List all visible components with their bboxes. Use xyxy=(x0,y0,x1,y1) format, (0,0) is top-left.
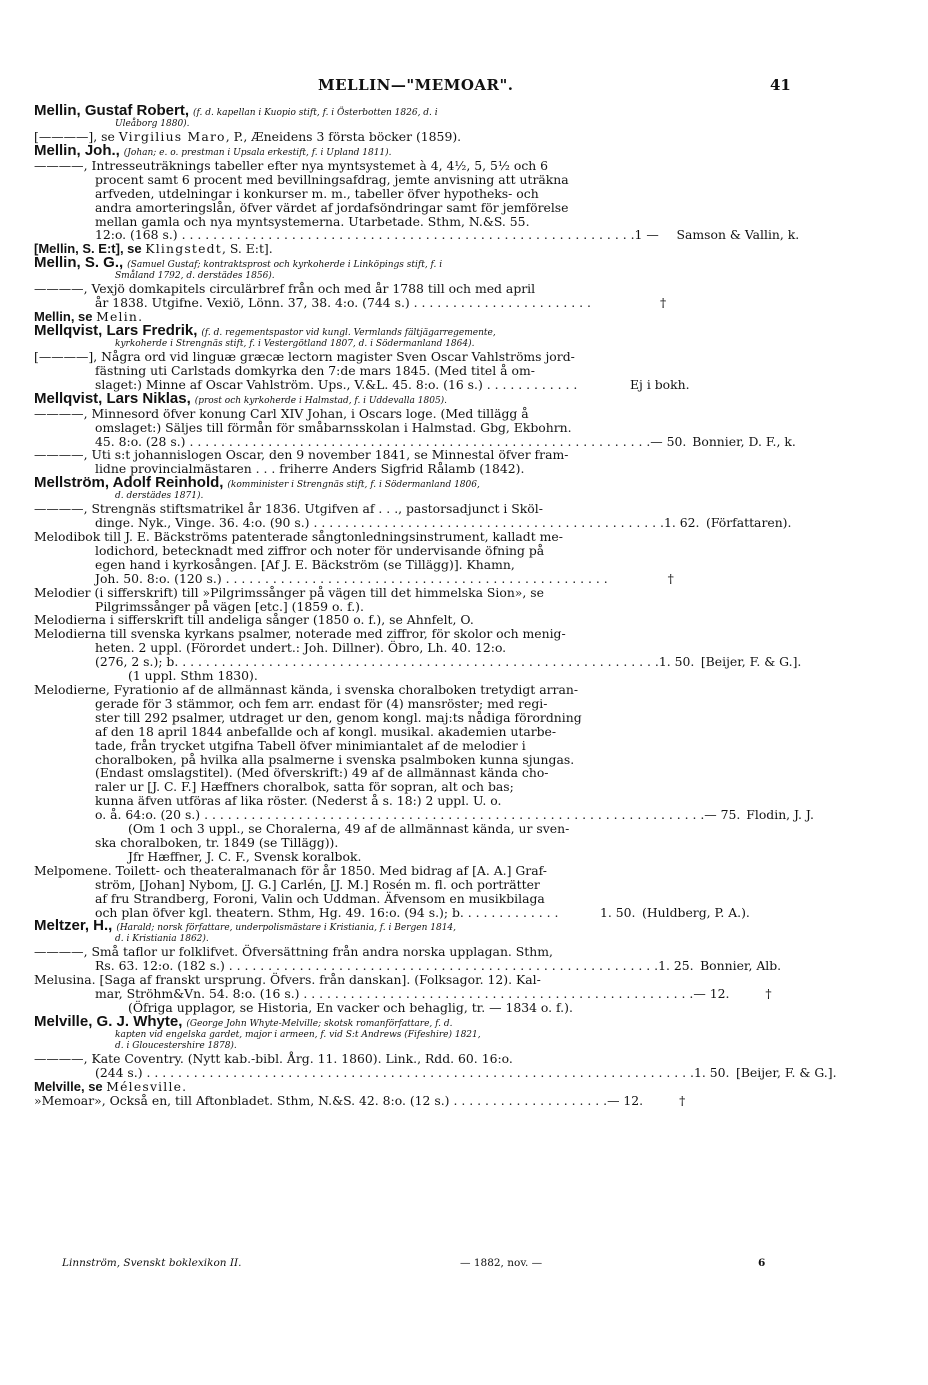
footer-signature: 6 xyxy=(758,1257,766,1269)
page-header xyxy=(0,76,928,98)
entry-line: af fru Strandberg, Foroni, Valin och Uddman. Äfvensom en musikbilaga xyxy=(95,890,545,906)
price: 1. 62. xyxy=(663,515,700,531)
bio-note: (f. d. regementspastor vid kungl. Vermlands fältjägarregemente, xyxy=(201,327,496,338)
entry-uti-johannislogen xyxy=(34,448,794,476)
price: 1. 25. xyxy=(658,958,694,974)
entry-line: (Endast omslagstitel). (Med öfverskrift:) 49 af de allmännast kända cho- xyxy=(95,765,549,781)
entry-line: omslaget:) Säljes till förmån för småbarnsskolan i Halmstad. Gbg, Ekbohrn. xyxy=(95,419,572,435)
entry-memoar xyxy=(34,1094,794,1108)
entry-mellqvist-lars-niklas xyxy=(34,389,794,407)
dagger-mark: † xyxy=(660,295,667,311)
headword: Mellin, S. G., xyxy=(34,254,124,272)
entry-line: lodichord, betecknadt med ziffror och noter för undervisande öfning på xyxy=(95,542,545,558)
entry-line: ————, Kate Coventry. (Nytt kab.-bibl. Årg. 11. 1860). Link., Rdd. 60. 16:o. xyxy=(34,1050,513,1066)
entry-line: Melodibok till J. E. Bäckströms patenterade sångtonledningsinstrument, kalladt me- xyxy=(34,529,563,545)
bio-note: (Samuel Gustaf; kontraktsprost och kyrkoherde i Linköpings stift, f. i xyxy=(127,260,443,271)
imprint: Rs. 63. 12:o. (182 s.) . . . . . . . . . . . . . . . . . . . . . . . . . . . . . . . . . . . . . . . . . . . . . . . . . . . . . . . xyxy=(95,958,659,974)
entry-melusina xyxy=(34,973,794,1015)
dagger-mark: † xyxy=(765,986,772,1002)
imprint: 12:o. (168 s.) . . . . . . . . . . . . . . . . . . . . . . . . . . . . . . . . . . . . . . . . . . . . . . . . . . . . . . . . . . xyxy=(95,227,635,243)
entry-mellin-gustaf-robert xyxy=(34,104,794,130)
imprint: mar, Ströhm&Vn. 54. 8:o. (16 s.) . . . . . . . . . . . . . . . . . . . . . . . . . . . . . . . . . . . . . . . . . . . . . . . . . . xyxy=(95,986,694,1002)
imprint: Joh. 50. 8:o. (120 s.) . . . . . . . . . . . . . . . . . . . . . . . . . . . . . . . . . . . . . . . . . . . . . . . . . xyxy=(95,570,608,586)
entry-line: fästning uti Carlstads domkyrka den 7:de mars 1845. (Med titel å om- xyxy=(95,362,535,378)
entry-line: raler ur [J. C. F.] Hæffners choralbok, satta för sopran, alt och bas; xyxy=(95,779,514,795)
publisher: (Huldberg, P. A.). xyxy=(642,904,750,920)
entry-line: choralboken, på hvilka alla psalmerne i svenska psalmboken kunna sjungas. xyxy=(95,751,575,767)
entry-line: ————, Intresseuträknings tabeller efter nya myntsystemet à 4, 4½, 5, 5½ och 6 xyxy=(34,157,549,173)
entry-last-line xyxy=(34,1064,837,1080)
publisher: Ej i bokh. xyxy=(630,376,690,392)
publisher: (Författaren). xyxy=(705,515,792,531)
entry-line: Melodier (i sifferskrift) till »Pilgrimssånger på vägen till det himmelska Sion», se xyxy=(34,584,544,600)
imprint: (244 s.) . . . . . . . . . . . . . . . . . . . . . . . . . . . . . . . . . . . . . . . . . . . . . . . . . . . . . . . . . . . . . . . . . . . . . . xyxy=(95,1064,694,1080)
publisher: [Beijer, F. & G.]. xyxy=(735,1064,837,1080)
price: 1. 50. xyxy=(600,904,636,920)
entry-last-line xyxy=(34,435,794,449)
dagger-mark: † xyxy=(679,1092,686,1108)
entry-line: Melodierne, Fyrationio af de allmännast kända, i svenska choralboken tretydigt arran- xyxy=(34,682,579,697)
entry-line: Melodierna i sifferskrift till andeliga sånger (1850 o. f.), se Ahnfelt, O. xyxy=(34,612,474,628)
footer-source: Linnström, Svenskt boklexikon II. xyxy=(62,1257,242,1269)
entry-line: gerade för 3 stämmor, och fem arr. endast för (4) mansröster; med regi- xyxy=(95,695,548,711)
entry-last-line xyxy=(34,227,800,243)
bio-note: (komminister i Strengnäs stift, f. i Södermanland 1806, xyxy=(227,480,480,491)
imprint: år 1838. Utgifne. Vexiö, Lönn. 37, 38. 4:o. (744 s.) . . . . . . . . . . . . . . . . . . . . . . . xyxy=(95,295,591,311)
entry-last-line xyxy=(34,987,794,1001)
entry-line: ————, Minnesord öfver konung Carl XIV Johan, i Oscars loge. (Med tillägg å xyxy=(34,405,529,421)
headword: Mellin, Gustaf Robert, xyxy=(34,102,190,119)
entry-melpomene xyxy=(34,864,794,920)
headword: Mellin, Joh., xyxy=(34,141,120,159)
entry-line: ————, Strengnäs stiftsmatrikel år 1836. Utgifven af . . ., pastorsadjunct i Sköl- xyxy=(34,501,543,517)
publisher: [Beijer, F. & G.]. xyxy=(700,654,802,670)
entry-note: (Om 1 och 3 uppl., se Choralerna, 49 af de allmännast kända, ur sven- xyxy=(128,821,570,837)
bio-note: (prost och kyrkoherde i Halmstad, f. i Uddevalla 1805). xyxy=(194,395,448,406)
cross-reference: Melville, se Mélesville. xyxy=(34,1078,187,1094)
headword: Mellqvist, Lars Fredrik, xyxy=(34,321,198,339)
entry-line: ström, [Johan] Nybom, [J. G.] Carlén, [J. M.] Rosén m. fl. och porträtter xyxy=(95,876,540,892)
bio-note: d. derstädes 1871). xyxy=(115,491,204,502)
entry-last-line xyxy=(34,516,794,530)
entry-line: [————], Några ord vid linguæ græcæ lectorn magister Sven Oscar Vahlströms jord- xyxy=(34,348,575,364)
imprint: dinge. Nyk., Vinge. 36. 4:o. (90 s.) . . . . . . . . . . . . . . . . . . . . . . . . . . . . . . . . . . . . . . . . . . . . . xyxy=(95,515,664,531)
imprint: 45. 8:o. (28 s.) . . . . . . . . . . . . . . . . . . . . . . . . . . . . . . . . . . . . . . . . . . . . . . . . . . . . . . . . . . . xyxy=(95,433,651,449)
entry-line: ————, Uti s:t johannislogen Oscar, den 9 november 1841, se Minnestal öfver fram- xyxy=(34,447,569,463)
footer-date: — 1882, nov. — xyxy=(460,1257,543,1269)
headword: Mellström, Adolf Reinhold, xyxy=(34,474,224,492)
price: 1. 50. xyxy=(658,654,695,670)
lexicon-entries xyxy=(34,102,837,1108)
cross-reference: [————], se Virgilius Maro, P., Æneidens 3 första böcker (1859). xyxy=(34,129,462,144)
entry-melodier xyxy=(34,586,794,614)
entry-line: ster till 292 psalmer, utdraget ur den, genom kongl. maj:ts nådiga förordning xyxy=(95,709,582,725)
imprint: slaget:) Minne af Oscar Vahlström. Ups., V.&L. 45. 8:o. (16 s.) . . . . . . . . . . . . xyxy=(95,376,578,392)
entry-line: mellan gamla och nya myntsystemerna. Utarbetade. Sthm, N.&S. 55. xyxy=(95,213,530,229)
cross-reference: Mellin, se Melin. xyxy=(34,309,143,325)
bio-note: (George John Whyte-Melville; skotsk romanförfattare, f. d. xyxy=(186,1018,453,1029)
imprint: (276, 2 s.); b. . . . . . . . . . . . . . . . . . . . . . . . . . . . . . . . . . . . . . . . . . . . . . . . . . . . . . . . . . . . . . xyxy=(95,654,659,670)
entry-minnesord xyxy=(34,407,794,449)
entry-kate-coventry xyxy=(34,1050,837,1080)
price: 1. 50. xyxy=(693,1064,730,1080)
entry-line: tade, från trycket utgifna Tabell öfver minimiantalet af de melodier i xyxy=(95,737,526,753)
headword: Mellqvist, Lars Niklas, xyxy=(34,389,191,407)
page-footer xyxy=(62,1257,782,1273)
publisher: Samson & Vallin, k. xyxy=(676,227,800,243)
running-head: MELLIN—"MEMOAR". xyxy=(318,76,514,94)
entry-note: (Öfriga upplagor, se Historia, En vacker och behaglig, tr. — 1834 o. f.). xyxy=(128,1000,573,1016)
entry-sma-taflor xyxy=(34,945,794,973)
entry-mellqvist-lars-fredrik xyxy=(34,321,794,350)
entry-line: af den 18 april 1844 anbefallde och af kongl. musikal. akademien utarbe- xyxy=(95,723,557,739)
entry-last-line xyxy=(34,572,794,586)
entry-line: egen hand i kyrkosången. [Af J. E. Bäckström (se Tillägg)]. Khamn, xyxy=(95,556,515,572)
bio-note: (f. d. kapellan i Kuopio stift, f. i Österbotten 1826, d. i xyxy=(192,108,438,118)
entry-melodibok xyxy=(34,530,794,586)
bio-note: kapten vid engelska gardet, major i armeen, f. vid S:t Andrews (Fifeshire) 1821, xyxy=(115,1029,481,1040)
headword: Melville, G. J. Whyte, xyxy=(34,1012,183,1030)
entry-note: ska choralboken, tr. 1849 (se Tillägg)). xyxy=(95,834,339,850)
price: — 50. xyxy=(650,433,687,449)
entry-line: ————, Små taflor ur folklifvet. Öfversättning från andra norska upplagan. Sthm, xyxy=(34,944,553,960)
entry-line: ————, Vexjö domkapitels circulärbref från och med år 1788 till och med april xyxy=(34,281,536,297)
dagger-mark: † xyxy=(667,570,674,586)
price: — 12. xyxy=(693,986,730,1002)
bio-note: (Johan; e. o. prestman i Upsala erkestift, f. i Upland 1811). xyxy=(123,147,392,158)
price: 1 — xyxy=(634,227,659,243)
price: — 75. xyxy=(704,807,741,823)
entry-last-line xyxy=(34,906,794,920)
entry-mellstrom xyxy=(34,476,794,502)
entry-last-line xyxy=(34,807,814,823)
entry-last-line xyxy=(34,654,802,670)
entry-vexjo-domkapitels xyxy=(34,282,794,310)
bio-note: d. i Gloucestershire 1878). xyxy=(115,1040,237,1051)
entry-line: heten. 2 uppl. (Förordet undert.: Joh. Dillner). Öbro, Lh. 40. 12:o. xyxy=(95,640,507,656)
page-number: 41 xyxy=(770,76,791,94)
entry-line: andra amorteringslån, öfver värdet af jordafsöndringar samt för jemförelse xyxy=(95,199,569,215)
imprint: o. å. 64:o. (20 s.) . . . . . . . . . . . . . . . . . . . . . . . . . . . . . . . . . . . . . . . . . . . . . . . . . . . . . . . . . . . . . . . . xyxy=(95,807,705,823)
entry-line: kunna äfven utföras af lika röster. (Nederst å s. 18:) 2 uppl. U. o. xyxy=(95,793,502,809)
imprint: och plan öfver kgl. theatern. Sthm, Hg. 49. 16:o. (94 s.); b. . . . . . . . . . . . . xyxy=(95,904,559,920)
entry-intresseutrakning xyxy=(34,157,800,243)
entry-line: procent samt 6 procent med bevillningsafdrag, jemte anvisning att uträkna xyxy=(95,171,569,187)
bio-note: kyrkoherde i Strengnäs stift, f. i Vestergötland 1807, d. i Södermanland 1864). xyxy=(115,338,475,349)
cross-reference: [Mellin, S. E:t], se Klingstedt, S. E:t]. xyxy=(34,241,273,257)
entry-line: Melodierna till svenska kyrkans psalmer, noterade med ziffror, för skolor och menig- xyxy=(34,626,566,642)
entry-line: lidne provincialmästaren . . . friherre Anders Sigfrid Rålamb (1842). xyxy=(95,461,525,477)
entry-strengnas-stiftsmatrikel xyxy=(34,502,794,530)
entry-mellin-joh xyxy=(34,141,794,159)
entry-line: Melpomene. Toilett- och theateralmanach för år 1850. Med bidrag af [A. A.] Graf- xyxy=(34,862,547,878)
entry-line: arfveden, utdelningar i konkurser m. m., tabeller öfver hypotheks- och xyxy=(95,185,539,201)
entry-nagra-ord xyxy=(34,350,794,392)
entry-note: Jfr Hæffner, J. C. F., Svensk koralbok. xyxy=(128,848,362,864)
entry-mellin-s-g xyxy=(34,256,794,282)
entry-line: Melusina. [Saga af franskt ursprung. Öfvers. från danskan]. (Folksagor. 12). Kal- xyxy=(34,972,541,988)
bio-note: (Harald; norsk författare, underpolismästare i Kristiania, f. i Bergen 1814, xyxy=(116,923,457,934)
entry-melodierna-sifferskrift xyxy=(34,613,794,627)
entry-meltzer xyxy=(34,919,794,945)
entry-last-line xyxy=(34,1094,794,1108)
imprint: »Memoar», Också en, till Aftonbladet. Sthm, N.&S. 42. 8:o. (12 s.) . . . . . . . . . . . . . . . . . . . . xyxy=(34,1092,608,1108)
publisher: Flodin, J. J. xyxy=(746,807,814,823)
bio-note: Småland 1792, d. derstädes 1856). xyxy=(115,271,275,282)
entry-melodierne-fyrationio xyxy=(34,682,814,864)
entry-line: Pilgrimssånger på vägen [etc.] (1859 o. f.). xyxy=(95,598,364,614)
entry-melville-whyte xyxy=(34,1012,794,1052)
publisher: Bonnier, D. F., k. xyxy=(692,433,796,449)
entry-last-line xyxy=(34,296,794,310)
bio-note: d. i Kristiania 1862). xyxy=(115,934,209,945)
publisher: Bonnier, Alb. xyxy=(700,958,782,974)
price: — 12. xyxy=(607,1092,644,1108)
entry-note: (1 uppl. Sthm 1830). xyxy=(128,668,258,684)
entry-melodierna-psalmer xyxy=(34,626,802,684)
bio-note: Uleåborg 1880). xyxy=(115,119,190,129)
headword: Meltzer, H., xyxy=(34,917,113,935)
